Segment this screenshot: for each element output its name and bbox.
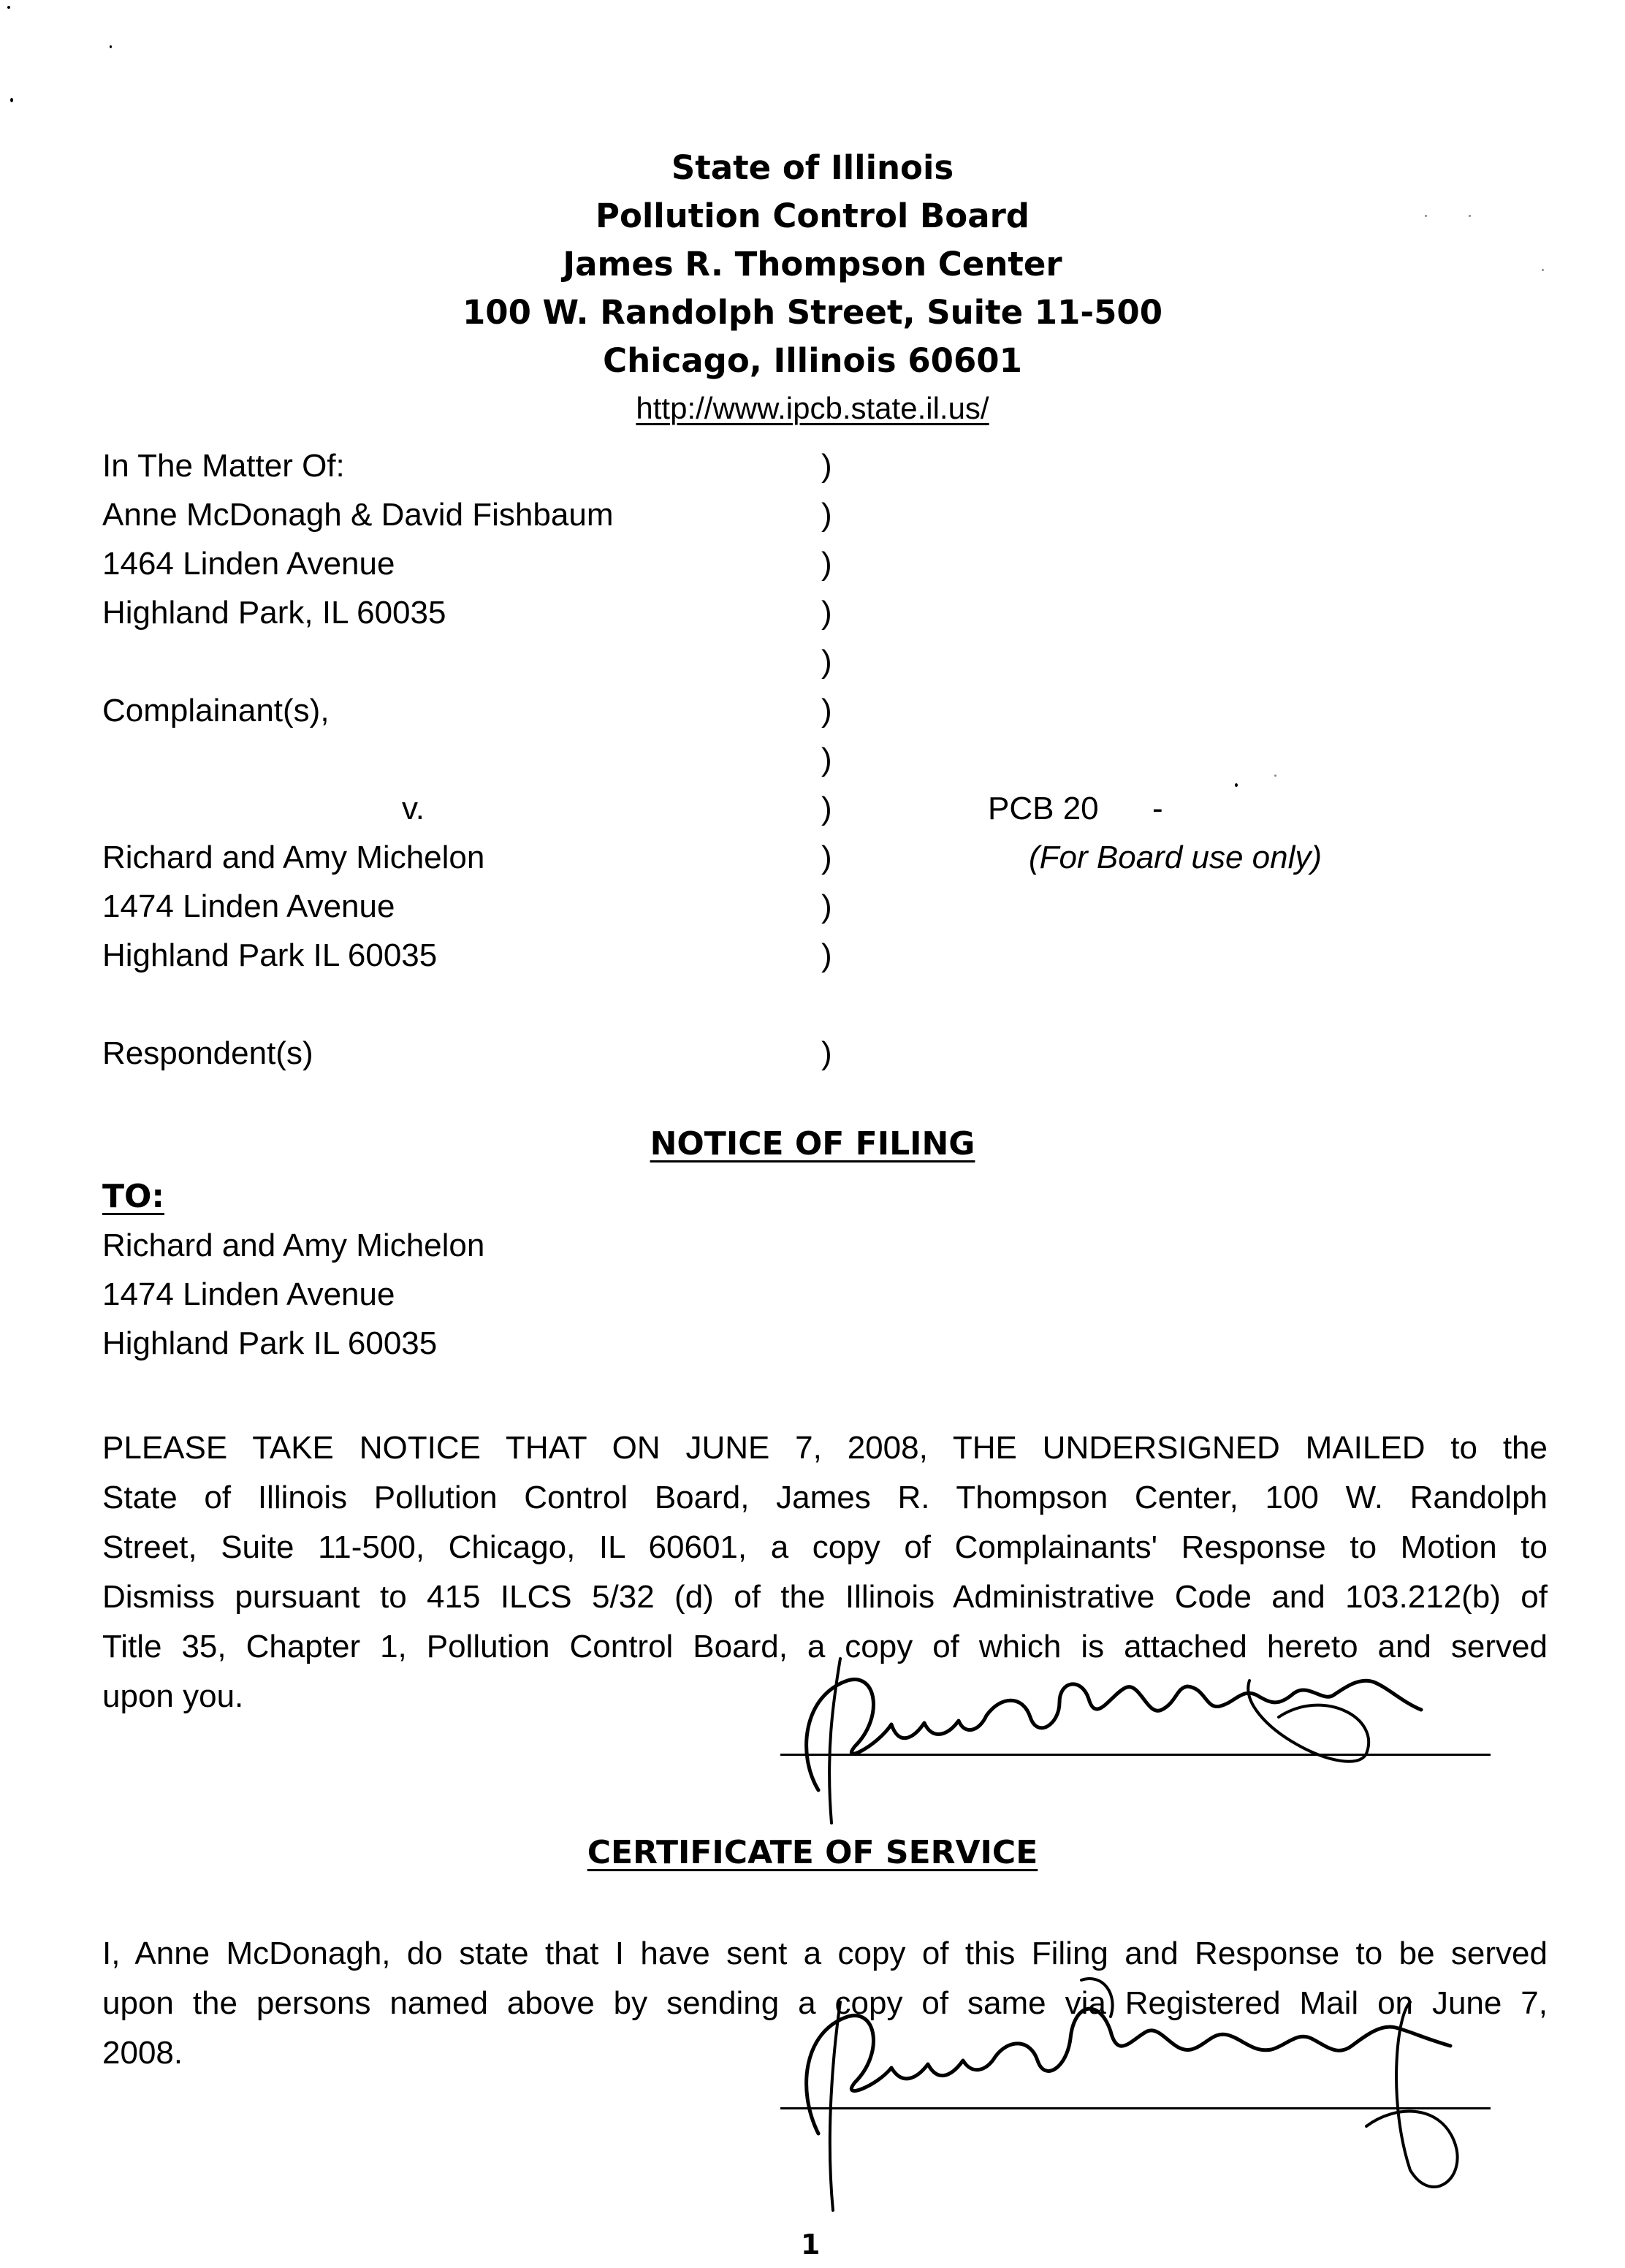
- scan-speck: [110, 45, 112, 48]
- certificate-body-line: 2008.: [102, 2035, 183, 2071]
- notice-signature: [767, 1637, 1439, 1827]
- scan-speck: [7, 6, 10, 9]
- header-city: Chicago, Illinois 60601: [603, 341, 1022, 380]
- to-name: Richard and Amy Michelon: [102, 1228, 485, 1263]
- notice-body-line: State of Illinois Pollution Control Board, James R. Thompson Center, 100 W. Randolph: [102, 1480, 1548, 1515]
- versus-label: v.: [402, 791, 425, 826]
- respondent-label: Respondent(s): [102, 1035, 313, 1071]
- complainant-label: Complainant(s),: [102, 693, 330, 728]
- caption-paren: ): [821, 888, 832, 924]
- certificate-body-line: I, Anne McDonagh, do state that I have sent a copy of this Filing and Response to be served: [102, 1936, 1548, 1971]
- certificate-body-line: upon the persons named above by sending a copy of same via Registered Mail on June 7,: [102, 1985, 1548, 2021]
- caption-paren: ): [821, 497, 832, 533]
- matter-label: In The Matter Of:: [102, 448, 345, 484]
- caption-paren: ): [821, 546, 832, 582]
- certificate-signature: [767, 1958, 1469, 2221]
- notice-title: [0, 1125, 1625, 1162]
- notice-body-line: Dismiss pursuant to 415 ILCS 5/32 (d) of the Illinois Administrative Code and 103.212(b) of: [102, 1579, 1548, 1615]
- respondent-street: 1474 Linden Avenue: [102, 888, 395, 924]
- to-city: Highland Park IL 60035: [102, 1325, 438, 1361]
- caption-paren: ): [821, 840, 832, 875]
- scan-speck: [1235, 783, 1238, 787]
- caption-paren: ): [821, 595, 832, 631]
- complainant-street: 1464 Linden Avenue: [102, 546, 395, 582]
- case-number: PCB 20 -: [988, 791, 1163, 826]
- notice-body-line: PLEASE TAKE NOTICE THAT ON JUNE 7, 2008, THE UNDERSIGNED MAILED to the: [102, 1430, 1548, 1466]
- notice-body-line: upon you.: [102, 1678, 244, 1714]
- board-use-note: (For Board use only): [1029, 840, 1323, 875]
- scan-speck: [10, 98, 13, 102]
- caption-paren: ): [821, 644, 832, 680]
- to-street: 1474 Linden Avenue: [102, 1276, 395, 1312]
- page-number: 1: [801, 2229, 821, 2261]
- certificate-title: [0, 1834, 1625, 1871]
- header-agency-board: Pollution Control Board: [595, 197, 1030, 235]
- header-street: 100 W. Randolph Street, Suite 11-500: [462, 293, 1163, 332]
- header-building: James R. Thompson Center: [563, 245, 1062, 284]
- caption-paren: ): [821, 448, 832, 484]
- notice-body-line: Title 35, Chapter 1, Pollution Control Board, a copy of which is attached hereto and served: [102, 1629, 1548, 1664]
- caption-paren: ): [821, 937, 832, 973]
- header-url-link[interactable]: http://www.ipcb.state.il.us/: [636, 391, 989, 425]
- certificate-title-text: CERTIFICATE OF SERVICE: [587, 1834, 1038, 1871]
- header-url: [0, 391, 1625, 426]
- to-label-text: TO:: [102, 1178, 165, 1215]
- caption-paren: ): [821, 742, 832, 777]
- header-agency-state: State of Illinois: [671, 148, 954, 187]
- caption-paren: ): [821, 1035, 832, 1071]
- to-label: [102, 1178, 164, 1215]
- scan-speck: [1274, 775, 1276, 777]
- notice-body-line: Street, Suite 11-500, Chicago, IL 60601, a copy of Complainants' Response to Motion to: [102, 1529, 1548, 1565]
- respondent-name: Richard and Amy Michelon: [102, 840, 485, 875]
- complainant-city: Highland Park, IL 60035: [102, 595, 446, 631]
- caption-paren: ): [821, 791, 832, 826]
- caption-paren: ): [821, 693, 832, 728]
- notice-title-text: NOTICE OF FILING: [650, 1125, 975, 1162]
- respondent-city: Highland Park IL 60035: [102, 937, 438, 973]
- complainant-name: Anne McDonagh & David Fishbaum: [102, 497, 614, 533]
